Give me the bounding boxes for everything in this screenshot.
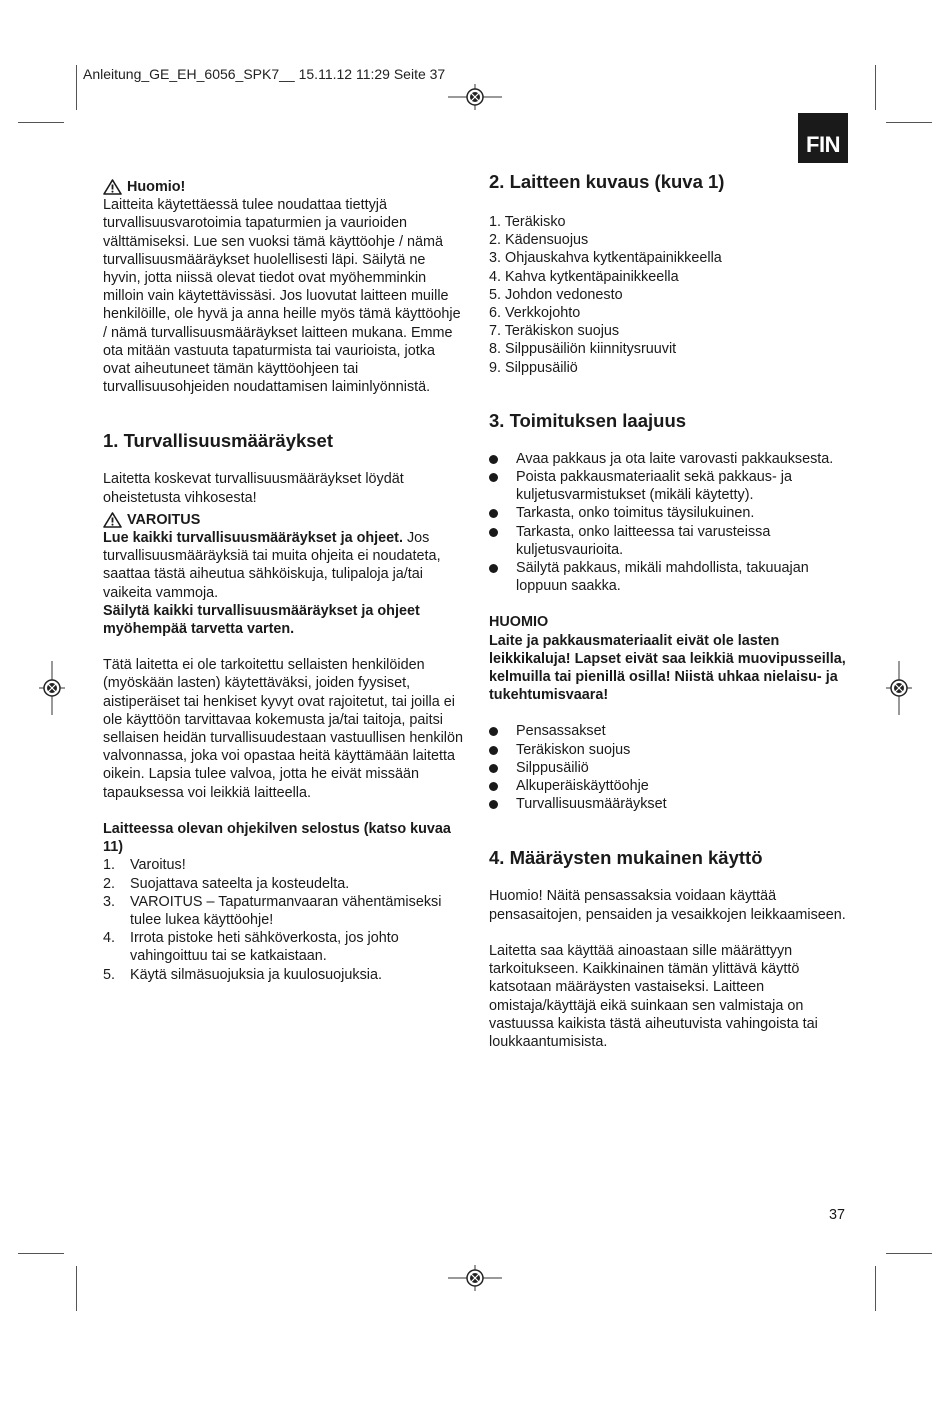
bullet-icon — [489, 795, 516, 813]
right-column — [489, 170, 851, 1051]
list-item: 4. Kahva kytkentäpainikkeella — [489, 268, 679, 285]
page-number: 37 — [829, 1207, 846, 1223]
bullet-icon — [489, 741, 516, 759]
list-item: 2. Suojattava sateelta ja kosteudelta. — [103, 875, 350, 892]
list-item: 7. Teräkiskon suojus — [489, 323, 620, 340]
list-item: 2. Kädensuojus — [489, 232, 589, 249]
signs-list — [103, 856, 465, 983]
crop-mark-top-right-horizontal — [886, 122, 932, 123]
bullet-icon — [489, 468, 516, 504]
bullet-icon — [489, 559, 516, 595]
bullet-icon — [489, 722, 516, 740]
bullet-icon — [489, 759, 516, 777]
crop-mark-bottom-left-horizontal — [18, 1253, 64, 1254]
section-1-title: 1. Turvallisuusmääräykset — [103, 430, 334, 452]
crop-mark-top-left-vertical — [76, 65, 77, 110]
section-2-title: 2. Laitteen kuvaus (kuva 1) — [489, 171, 725, 192]
bullet-icon — [489, 504, 516, 522]
list-item: Pensassakset — [489, 722, 851, 740]
use-paragraph-1: Huomio! Näitä pensassaksia voidaan käyttää pensasaitojen, pensaiden ja vesaikkojen leikkaamiseen. — [489, 888, 846, 923]
note-text: Laite ja pakkausmateriaalit eivät ole lasten leikkikaluja! Lapset eivät saa leikkiä muovipusseilla, kelmuilla tai pienillä osilla! Niistä uhkaa nielaisu- ja tukehtumisvaara! — [489, 632, 846, 704]
varoitus-paragraph — [103, 529, 465, 602]
varoitus-text: Jos turvallisuusmääräyksiä tai muita ohjeita ei noudateta, saattaa tästä aiheutua sähköiskuja, tulipaloja ja/tai vaikeita vammoja. — [103, 530, 441, 601]
list-item: 1. Varoitus! — [103, 857, 186, 874]
registration-mark-icon — [886, 661, 912, 715]
language-badge — [798, 113, 848, 163]
list-item: Tarkasta, onko laitteessa tai varusteissa kuljetusvaurioita. — [489, 523, 851, 559]
list-item: 3. VAROITUS – Tapaturmanvaaran vähentämiseksi tulee lukea käyttöohje! — [103, 893, 442, 928]
bullet-icon — [489, 450, 516, 468]
list-item: 1. Teräkisko — [489, 214, 566, 230]
varoitus-keep-note: Säilytä kaikki turvallisuusmääräykset ja ohjeet myöhempää tarvetta varten. — [103, 602, 420, 638]
contents-list — [489, 722, 851, 813]
list-item: 4. Irrota pistoke heti sähköverkosta, jos johto vahingoittuu tai se katkaistaan. — [103, 930, 399, 965]
bullet-icon — [489, 777, 516, 795]
list-item: Alkuperäiskäyttöohje — [489, 777, 851, 795]
section-4-title: 4. Määräysten mukainen käyttö — [489, 847, 763, 869]
section-1-intro: Laitetta koskevat turvallisuusmääräykset löydät oheistetusta vihkosesta! — [103, 471, 404, 506]
bullet-icon — [489, 523, 516, 559]
left-column — [103, 178, 465, 984]
huomio-heading — [103, 178, 465, 196]
list-item: 3. Ohjauskahva kytkentäpainikkeella — [489, 250, 722, 267]
language-badge-label: FIN — [806, 132, 840, 157]
crop-mark-bottom-right-horizontal — [886, 1253, 932, 1254]
registration-mark-icon — [448, 1265, 502, 1291]
warning-triangle-icon — [103, 512, 122, 528]
list-item: Tarkasta, onko toimitus täysilukuinen. — [489, 504, 851, 522]
delivery-steps-list — [489, 450, 851, 596]
section-3-title: 3. Toimituksen laajuus — [489, 409, 687, 431]
crop-mark-bottom-left-vertical — [76, 1266, 77, 1311]
varoitus-bold-lead: Lue kaikki turvallisuusmääräykset ja ohjeet. — [103, 530, 403, 547]
warning-triangle-icon — [103, 179, 122, 195]
list-item: Turvallisuusmääräykset — [489, 795, 851, 813]
list-item: Silppusäiliö — [489, 759, 851, 777]
list-item: Säilytä pakkaus, mikäli mahdollista, takuuajan loppuun saakka. — [489, 559, 851, 595]
huomio-title: Huomio! — [127, 179, 186, 195]
varoitus-heading — [103, 511, 465, 529]
crop-mark-top-left-horizontal — [18, 122, 64, 123]
children-paragraph: Tätä laitetta ei ole tarkoitettu sellaisten henkilöiden (myöskään lasten) käytettäväksi, joiden fyysiset, aistiperäiset tai henkiset kyvyt ovat rajoitetut, tai joilla ei ole käyttöön tarvittavaa kokemusta ja/tai taitoja, paitsi sellaisen heidän turvallisuudestaan vastuullisen henkilön valvonnassa, joka voi opastaa heitä käyttämään laitetta oikein. Lapsia tulee valvoa, jotta he eivät missään tapauksessa voi leikkiä laitteella. — [103, 657, 463, 801]
print-slug: Anleitung_GE_EH_6056_SPK7__ 15.11.12 11:29 Seite 37 — [83, 66, 446, 82]
huomio-paragraph: Laitteita käytettäessä tulee noudattaa tiettyjä turvallisuusvarotoimia tapaturmien ja vaurioiden välttämiseksi. Lue sen vuoksi tämä käyttöohje / nämä turvallisuusmääräykset huolellisesti läpi. Säilytä ne hyvin, jotta niissä olevat tiedot ovat myöhemminkin milloin vain käytettävissäsi. Jos luovutat laitteen muille henkilöille, ole hyvä ja anna heille myös tämä käyttöohje / nämä turvallisuusmääräykset laitteen mukana. Emme ota mitään vastuuta tapaturmista tai vaurioista, jotka ovat aiheutuneet tämän käyttöohjeen tai turvallisuusohjeiden noudattamisen laiminlyönnistä. — [103, 197, 461, 396]
crop-mark-top-right-vertical — [875, 65, 876, 110]
varoitus-title: VAROITUS — [127, 511, 201, 528]
parts-list — [489, 213, 851, 377]
list-item: 5. Johdon vedonesto — [489, 286, 623, 303]
list-item: 9. Silppusäiliö — [489, 359, 578, 376]
crop-mark-bottom-right-vertical — [875, 1266, 876, 1311]
signs-title: Laitteessa olevan ohjekilven selostus (katso kuvaa 11) — [103, 820, 451, 856]
list-item: 5. Käytä silmäsuojuksia ja kuulosuojuksia. — [103, 966, 382, 983]
list-item: Teräkiskon suojus — [489, 741, 851, 759]
list-item: Avaa pakkaus ja ota laite varovasti pakkauksesta. — [489, 450, 851, 468]
list-item: Poista pakkausmateriaalit sekä pakkaus- ja kuljetusvarmistukset (mikäli käytetty). — [489, 468, 851, 504]
registration-mark-icon — [448, 84, 502, 110]
note-title: HUOMIO — [489, 614, 549, 631]
registration-mark-icon — [39, 661, 65, 715]
use-paragraph-2: Laitetta saa käyttää ainoastaan sille määrättyyn tarkoitukseen. Kaikkinainen tämän ylittävä käyttö katsotaan määräysten vastaiseksi. Laitteen omistaja/käyttäjä eikä suinkaan sen valmistaja on vastuussa kaikista tästä aiheutuvista vahingoista tai loukkaantumisista. — [489, 942, 818, 1050]
list-item: 8. Silppusäiliön kiinnitysruuvit — [489, 341, 677, 358]
list-item: 6. Verkkojohto — [489, 305, 581, 322]
